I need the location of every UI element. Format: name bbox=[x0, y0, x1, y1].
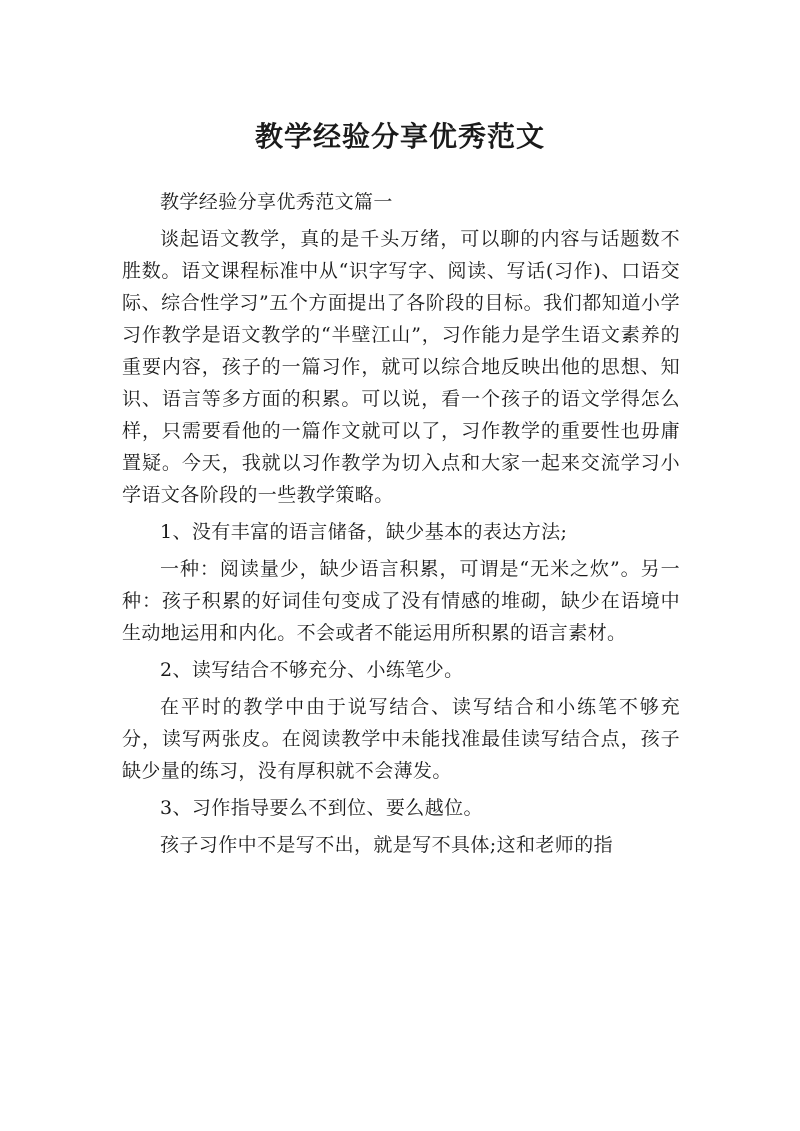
paragraph-point-1: 1、没有丰富的语言储备，缺少基本的表达方法; bbox=[160, 521, 568, 543]
paragraph-point-3-detail: 孩子习作中不是写不出，就是写不具体;这和老师的指 bbox=[160, 834, 614, 856]
paragraph-point-3: 3、习作指导要么不到位、要么越位。 bbox=[160, 797, 483, 819]
paragraph-point-2: 2、读写结合不够充分、小练笔少。 bbox=[160, 659, 464, 681]
document-body bbox=[122, 186, 680, 866]
document-title: 教学经验分享优秀范文 bbox=[254, 119, 545, 153]
paragraph-intro: 谈起语文教学，真的是千头万绪，可以聊的内容与话题数不胜数。语文课程标准中从“识字写字、阅读、写话(习作)、口语交际、综合性学习”五个方面提出了各阶段的目标。我们都知道小学习作教学是语文教学的“半壁江山”，习作能力是学生语文素养的重要内容，孩子的一篇习作，就可以综合地反映出他的思想、知识、语言等多方面的积累。可以说，看一个孩子的语文学得怎么样，只需要看他的一篇作文就可以了，习作教学的重要性也毋庸置疑。今天，我就以习作教学为切入点和大家一起来交流学习小学语文各阶段的一些教学策略。 bbox=[122, 228, 680, 506]
paragraph-heading-part-one: 教学经验分享优秀范文篇一 bbox=[160, 191, 393, 213]
paragraph-point-2-detail: 在平时的教学中由于说写结合、读写结合和小练笔不够充分，读写两张皮。在阅读教学中未能找准最佳读写结合点，孩子缺少量的练习，没有厚积就不会薄发。 bbox=[122, 696, 680, 782]
paragraph-point-1-detail: 一种：阅读量少，缺少语言积累，可谓是“无米之炊”。另一种：孩子积累的好词佳句变成了没有情感的堆砌，缺少在语境中生动地运用和内化。不会或者不能运用所积累的语言素材。 bbox=[122, 558, 680, 644]
